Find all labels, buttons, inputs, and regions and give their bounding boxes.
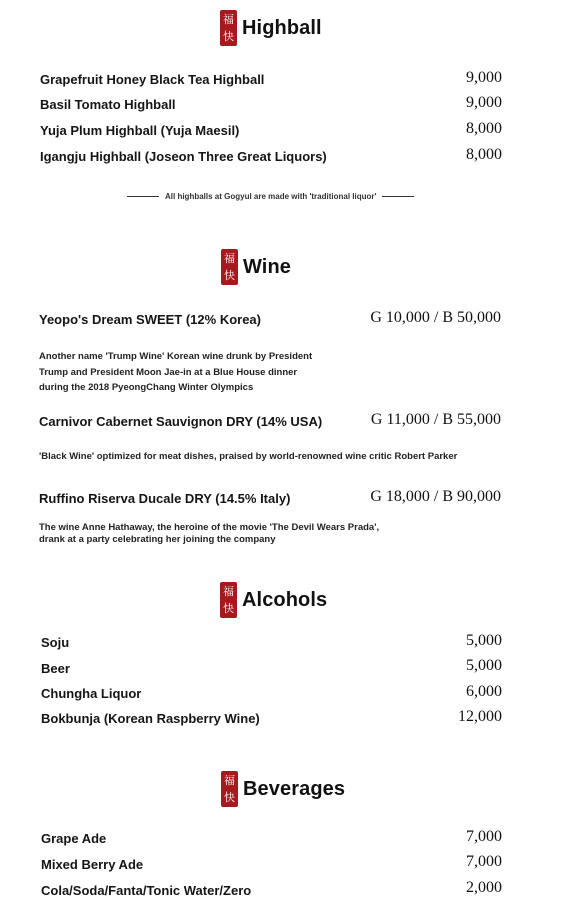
menu-item-price: 12,000 <box>458 708 502 725</box>
menu-item-price: 6,000 <box>466 683 502 700</box>
menu-item-name: Igangju Highball (Joseon Three Great Liquors) <box>40 149 327 164</box>
logo-glyph-top: 福 <box>223 585 234 598</box>
brand-logo-icon <box>220 582 237 618</box>
section-header-highball <box>220 10 322 46</box>
highball-note-text: All highballs at Gogyul are made with 'traditional liquor' <box>165 192 377 201</box>
menu-item-price: 9,000 <box>466 69 502 86</box>
menu-item-name: Mixed Berry Ade <box>41 857 144 872</box>
menu-item-name: Yuja Plum Highball (Yuja Maesil) <box>40 123 240 138</box>
logo-glyph-bottom: 快 <box>223 602 234 615</box>
menu-item-price: 7,000 <box>466 853 502 870</box>
menu-item-name: Soju <box>41 635 70 650</box>
description-line: 'Black Wine' optimized for meat dishes, praised by world-renowned wine critic Robert Parker <box>39 451 458 462</box>
menu-item-price: 8,000 <box>466 146 502 163</box>
menu-item-name: Grape Ade <box>41 831 107 846</box>
menu-item-name: Chungha Liquor <box>41 686 142 701</box>
menu-item-name: Beer <box>41 661 70 676</box>
menu-item-price: 5,000 <box>466 657 502 674</box>
highball-note <box>127 192 414 201</box>
description-line: The wine Anne Hathaway, the heroine of the movie 'The Devil Wears Prada', <box>39 522 380 533</box>
section-header-alcohols <box>220 582 327 618</box>
description-line: Another name 'Trump Wine' Korean wine drunk by President <box>39 351 313 362</box>
menu-item-name: Basil Tomato Highball <box>40 97 176 112</box>
menu-item-description <box>39 449 457 465</box>
menu-item-price: 2,000 <box>466 879 502 896</box>
menu-item-name: Cola/Soda/Fanta/Tonic Water/Zero <box>41 883 252 898</box>
menu-item-name: Bokbunja (Korean Raspberry Wine) <box>41 711 260 726</box>
menu-item-name: Yeopo's Dream SWEET (12% Korea) <box>39 312 261 327</box>
menu-item-price: G 18,000 / B 90,000 <box>370 488 501 505</box>
logo-glyph-bottom: 快 <box>223 30 234 43</box>
divider-left <box>127 196 159 197</box>
brand-logo-icon <box>220 10 237 46</box>
section-header-beverages <box>221 771 345 807</box>
menu-item-name: Grapefruit Honey Black Tea Highball <box>40 72 265 87</box>
section-header-wine <box>221 249 291 285</box>
description-line: drank at a party celebrating her joining the company <box>39 533 276 545</box>
divider-right <box>382 196 414 197</box>
section-title-alcohols: Alcohols <box>242 588 328 611</box>
menu-item-price: G 11,000 / B 55,000 <box>370 411 501 428</box>
section-title-wine: Wine <box>243 255 291 278</box>
logo-glyph-top: 福 <box>224 252 235 265</box>
menu-item-description <box>39 522 379 545</box>
menu-item-name: Ruffino Riserva Ducale DRY (14.5% Italy) <box>39 491 291 506</box>
description-line: during the 2018 PyeongChang Winter Olympics <box>39 382 254 393</box>
menu-item-price: 5,000 <box>466 632 502 649</box>
brand-logo-icon <box>221 771 238 807</box>
menu-item-description <box>39 349 312 396</box>
logo-glyph-top: 福 <box>223 13 234 26</box>
menu-item-price: 7,000 <box>466 828 502 845</box>
menu-item-price: 8,000 <box>466 120 502 137</box>
description-line: Trump and President Moon Jae-in at a Blue House dinner <box>39 366 298 378</box>
menu-item-name: Carnivor Cabernet Sauvignon DRY (14% USA) <box>39 414 323 429</box>
menu-item-price: 9,000 <box>466 94 502 111</box>
logo-glyph-bottom: 快 <box>224 269 235 282</box>
section-title-beverages: Beverages <box>243 777 346 800</box>
brand-logo-icon <box>221 249 238 285</box>
logo-glyph-bottom: 快 <box>224 791 235 804</box>
section-title-highball: Highball <box>242 16 322 39</box>
menu-item-price: G 10,000 / B 50,000 <box>370 309 501 326</box>
logo-glyph-top: 福 <box>224 774 235 787</box>
